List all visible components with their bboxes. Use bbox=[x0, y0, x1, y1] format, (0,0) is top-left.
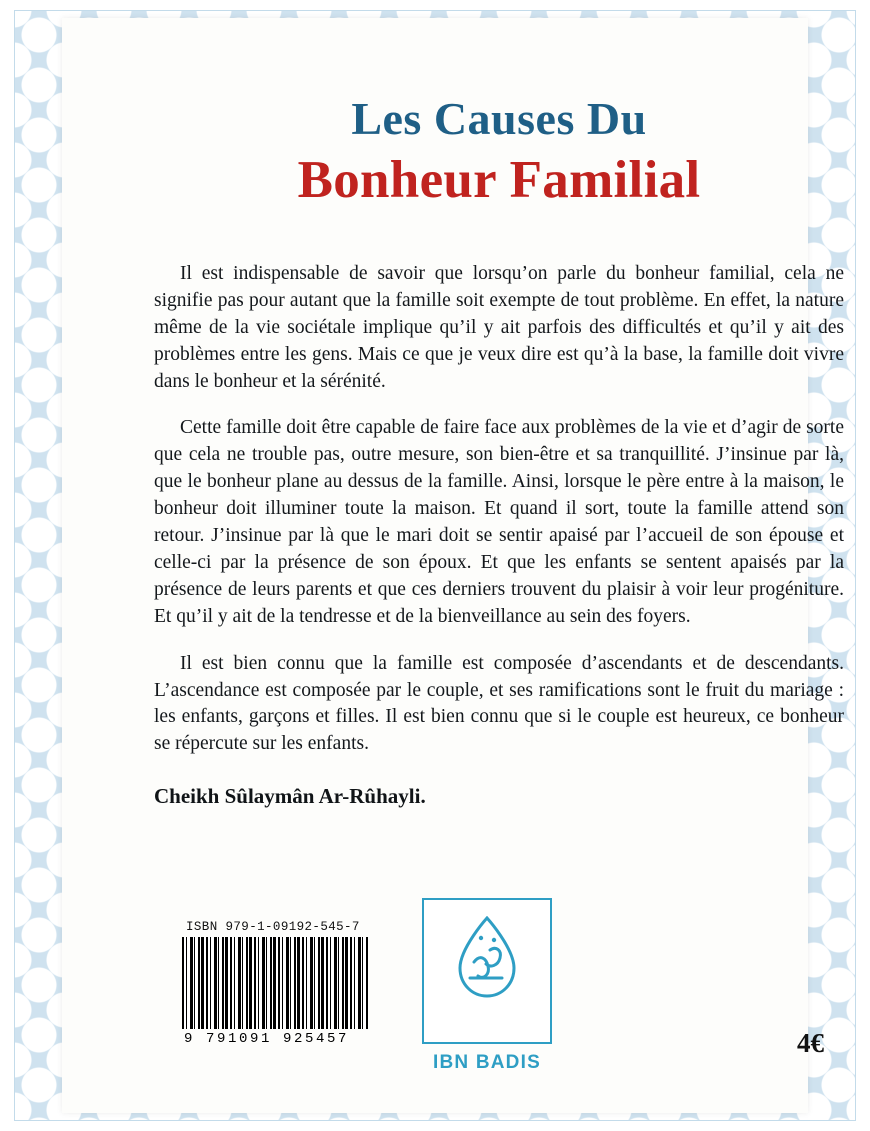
cover-content-card bbox=[62, 18, 844, 1113]
book-title bbox=[154, 78, 844, 209]
price-label: 4€ bbox=[797, 1028, 824, 1058]
title-line-primary: Les Causes Du bbox=[351, 93, 647, 144]
barcode-digits: 9 791091 925457 bbox=[184, 1031, 350, 1047]
barcode-block bbox=[182, 920, 372, 1047]
blurb-paragraph: Il est indispensable de savoir que lorsqu’on parle du bonheur familial, cela ne signifie pas pour autant que la famille soit exempte de tout problème. En effet, la nature même de la vie sociétale implique qu’il y ait parfois des difficultés et qu’il y ait des problèmes entre les gens. Mais ce que je veux dire est qu’à la base, la famille doit vivre dans le bonheur et la sérénité. bbox=[154, 262, 844, 392]
publisher-name: IBN BADIS bbox=[433, 1052, 541, 1073]
barcode-image bbox=[182, 937, 368, 1029]
isbn-label: ISBN 979-1-09192-545-7 bbox=[186, 920, 360, 934]
publisher-logo-frame bbox=[422, 898, 552, 1044]
blurb-paragraph: Il est bien connu que la famille est composée d’ascendants et de descendants. L’ascendance est composée par le couple, et ses ramifications sont le fruit du mariage : les enfants, garçons et filles. Il est bien connu que si le couple est heureux, ce bonheur se répercute sur les enfants. bbox=[154, 652, 844, 755]
blurb-paragraph: Cette famille doit être capable de faire face aux problèmes de la vie et d’agir de sorte que cela ne trouble pas, outre mesure, son bien-être et sa tranquillité. J’insinue par là, que le bonheur plane au dessus de la famille. Ainsi, lorsque le père entre à la maison, le bonheur doit illuminer toute la maison. Et quand il sort, toute la famille attend son retour. J’insinue par là que le mari doit se sentir apaisé par l’accueil de son épouse et celle-ci par la présence de son époux. Et que les enfants se sentent apaisés par la présence de leurs parents et que ces derniers trouvent du plaisir à voir leur progéniture. Et qu’il y ait de la tendresse et de la bienveillance au sein des foyers. bbox=[154, 417, 844, 627]
author-name: Cheikh Sûlaymân Ar-Rûhayli. bbox=[154, 784, 426, 809]
cover-footer bbox=[154, 898, 844, 1098]
calligraphy-droplet-icon bbox=[456, 916, 518, 998]
back-cover-blurb bbox=[154, 261, 844, 809]
title-line-secondary: Bonheur Familial bbox=[297, 150, 701, 209]
publisher-logo-block bbox=[422, 898, 552, 1074]
